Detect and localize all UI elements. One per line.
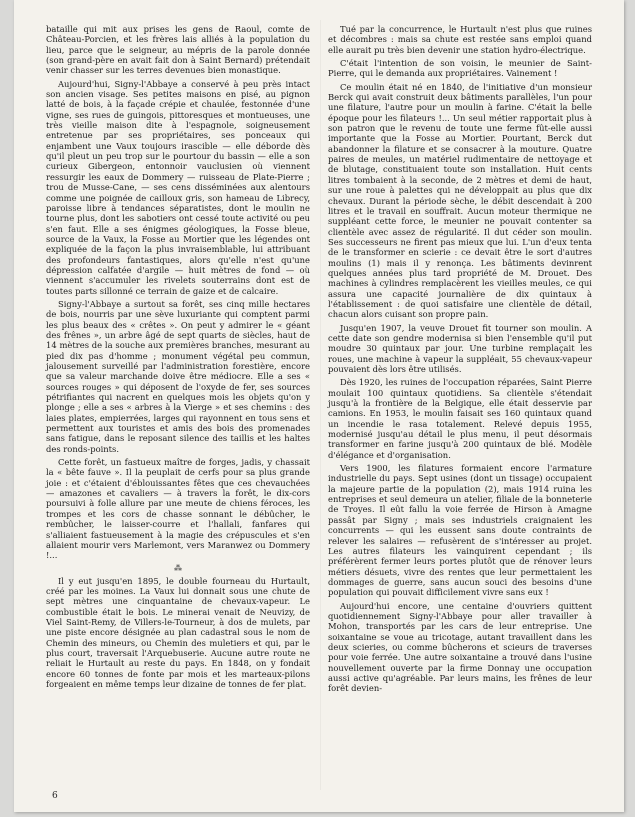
paragraph: Tué par la concurrence, le Hurtault n'est plus que ruines et décombres : mais sa chute est restée sans emploi quand elle aurait pu très bien devenir une station hydro-électrique. — [328, 24, 592, 55]
column-gutter — [320, 20, 321, 790]
section-ornament: ⁂ — [174, 563, 182, 573]
paragraph: Dès 1920, les ruines de l'occupation réparées, Saint Pierre moulait 100 quintaux quotidiens. Sa clientèle s'étendait jusqu'à la frontière de la Belgique, elle était desservie par camions. En 1953, le moulin faisait ses 160 quintaux quand un incendie le rasa totalement. Relevé depuis 1955, modernisé jusqu'au détail le plus menu, il peut désormais transformer en farine jusqu'à 200 quintaux de blé. Modèle d'élégance et d'organisation. — [328, 377, 592, 460]
paragraph: Il y eut jusqu'en 1895, le double fourneau du Hurtault, créé par les moines. La Vaux lui donnait sous une chute de sept mètres une cinquantaine de chevaux-vapeur. Le combustible était le bois. Le minerai venait de Neuvizy, de Viel Saint-Remy, de Villers-le-Tourneur, à dos de mulets, par une piste encore désignée au plan cadastral sous le nom de Chemin des mineurs, ou Chemin des muletiers et qui, par le plus court, traversait l'Arquebuserie. Aucune autre route ne reliait le Hurtault au reste du pays. En 1848, on y fondait encore 60 tonnes de fonte par mois et les marteaux-pilons forgeaient en même temps leur dizaine de tonnes de fer plat. — [46, 575, 310, 689]
left-text-column — [46, 24, 310, 689]
paragraph: Vers 1900, les filatures formaient encore l'armature industrielle du pays. Sept usines (dont un tissage) occupaient la majeure partie de la population (2), mais 1914 ruina les entreprises et seul demeura un atelier, filiale de la bonneterie de Troyes. Il eût fallu la voie ferrée de Hirson à Amagne passât par Signy ; mais ses industriels craignaient les concurrents — qui les eussent sans doute contraints de relever les salaires — refusèrent de s'intéresser au projet. Les autres filateurs les vainquirent cependant ; ils préférèrent fermer leurs portes plutôt que de rénover leurs métiers désuets, vivre des rentes que leur permettaient les dommages de guerre, sans aucun souci des besoins d'une population qui pouvait difficilement vivre sans eux ! — [328, 463, 592, 598]
paragraph: Cette forêt, un fastueux maître de forges, jadis, y chassait la « bête fauve ». Il la peuplait de cerfs pour sa plus grande joie : et c'étaient d'éblouissantes fêtes que ces chevauchées — amazones et cavaliers — à travers la forêt, le dix-cors poursuivi à folle allure par une meute de chiens féroces, les trompes et les cors de chasse sonnant le débûcher, le rembûcher, le laisser-courre et l'hallali, fanfares qui s'alliaient fastueusement à la magie des crépuscules et s'en allaient mourir vers Marlemont, vers Maranwez ou Dommery !... — [46, 457, 310, 561]
right-text-column — [328, 24, 592, 694]
paragraph: C'était l'intention de son voisin, le meunier de Saint-Pierre, qui le demanda aux propriétaires. Vainement ! — [328, 58, 592, 79]
paragraph: Aujourd'hui encore, une centaine d'ouvriers quittent quotidiennement Signy-l'Abbaye pour aller travailler à Mohon, transportés par les cars de leur entreprise. Une soixantaine se voue au tricotage, autant travaillent dans les deux scieries, ou comme bûcherons et scieurs de traverses pour voie ferrée. Une autre soixantaine a trouvé dans l'usine nouvellement ouverte par la firme Donnay une occupation aussi active qu'agréable. Par leurs mains, les frênes de leur forêt devien- — [328, 600, 592, 694]
magazine-page — [14, 0, 624, 812]
page-number: 6 — [52, 791, 58, 801]
paragraph: Signy-l'Abbaye a surtout sa forêt, ses cinq mille hectares de bois, nourris par une sève luxuriante qui comptent parmi les plus beaux des « crêtes ». On peut y admirer le « géant des frênes », un arbre âgé de sept quarts de siècles, haut de 14 mètres de la souche aux premières branches, mesurant au pied dix pas d'homme ; monument végétal peu commun, jalousement surveillé par l'administration forestière, encore que sa valeur marchande doive être médiocre. Elle a ses « sources rouges » qui déposent de l'oxyde de fer, ses sources pétrifiantes qui nacrent en quelques mois les objets qu'on y plonge ; elle a ses « arbres à la Vierge » et ses chemins : des laies plates, empierrées, larges qui rayonnent en tous sens et permettent aux touristes et amis des bois des promenades sans fatigue, dans le reposant silence des taillis et les haltes des ronds-points. — [46, 298, 310, 454]
paragraph: Jusqu'en 1907, la veuve Drouet fit tourner son moulin. A cette date son gendre modernisa si bien l'ensemble qu'il put moudre 30 quintaux par jour. Une turbine remplaçait les roues, une machine à vapeur la suppléait, 55 chevaux-vapeur pouvaient dès lors être utilisés. — [328, 322, 592, 374]
paragraph: bataille qui mit aux prises les gens de Raoul, comte de Château-Porcien, et les frères lais alliés à la population du lieu, parce que le seigneur, au mépris de la parole donnée (son grand-père en avait fait don à Saint Bernard) prétendait venir chasser sur les terres devenues bien monastique. — [46, 24, 310, 76]
paragraph: Aujourd'hui, Signy-l'Abbaye a conservé à peu près intact son ancien visage. Ses petites maisons en pisé, au pignon latté de bois, à la façade crépie et chaulée, festonnée d'une vigne, ses rues de guingois, pittoresques et montueuses, une très vieille maison dite à l'espagnole, soigneusement entretenue par ses propriétaires, ses ponceaux qui enjambent une Vaux toujours irascible — elle déborde dès qu'il pleut un peu trop sur le pourtour du bassin — elle a son curieux Gibergeon, entonnoir vauclusien où viennent ressurgir les eaux de Dommery — ruisseau de Plate-Pierre ; trou de Musse-Cane, — ses cens disséminées aux alentours comme une poignée de cailloux gris, son hameau de Librecy, paroisse libre à tendances séparatistes, dont le moulin ne tourne plus, dont les sabotiers ont cessé toute activité ou peu s'en faut. Elle a ses énigmes géologiques, la Fosse bleue, source de la Vaux, la Fosse au Mortier que les légendes ont expliquée de la façon la plus invraisemblable, lui attribuant des profondeurs fantastiques, alors qu'elle n'est qu'une dépression calfatée d'argile — huit mètres de fond — où viennent s'accumuler les rivelets souterrains dont est de toutes parts sillonné ce terrain de gaize et de calcaire. — [46, 78, 310, 296]
paragraph: Ce moulin était né en 1840, de l'initiative d'un monsieur Berck qui avait construit deux bâtiments parallèles, l'un pour une filature, l'autre pour un moulin à farine. C'était la belle époque pour les filateurs !... Un seul métier rapportait plus à son patron que le revenu de toute une ferme fût-elle aussi importante que la Fosse au Mortier. Pourtant, Berck dut abandonner la filature et se consacrer à la mouture. Quatre paires de meules, un matériel rudimentaire de nettoyage et de blutage, constituaient toute son installation. Huit cents litres tombaient à la seconde, de 2 mètres et demi de haut, sur une roue à palettes qui ne développait au plus que dix chevaux. Durant la période sèche, le débit descendait à 200 litres et le travail en souffrait. Aucun moteur thermique ne suppléant cette force, le meunier ne pouvait contenter sa clientèle avec assez de régularité. Il dut céder son moulin. Ses successeurs ne firent pas mieux que lui. L'un d'eux tenta de le transformer en scierie : ce devait être le sort d'autres moulins (1) mais il y renonça. Les bâtiments devinrent quelques années plus tard propriété de M. Drouet. Des machines à cylindres remplacèrent les vieilles meules, ce qui assura une capacité journalière de dix quintaux à l'établissement : de quoi satisfaire une clientèle de détail, chacun alors cuisant son propre pain. — [328, 81, 592, 320]
